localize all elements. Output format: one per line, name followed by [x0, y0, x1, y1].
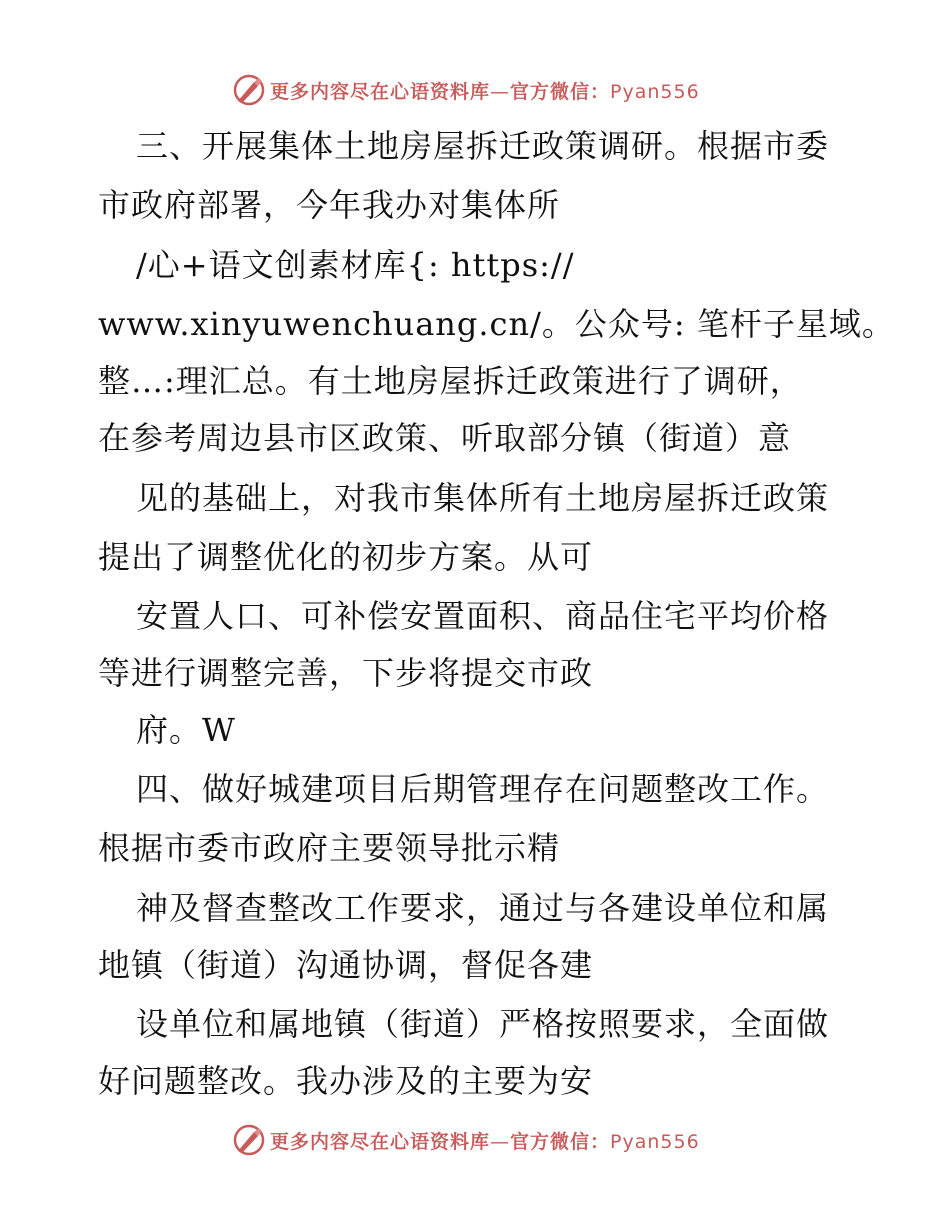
pen-logo-icon [232, 1123, 266, 1157]
text-line: 整…:理汇总。有土地房屋拆迁政策进行了调研， [98, 362, 803, 400]
text-line: 根据市委市政府主要领导批示精 [98, 829, 561, 867]
watermark-text: 更多内容尽在心语资料库—官方微信：Pyan556 [270, 1130, 700, 1153]
text-line: 三、开展集体土地房屋拆迁政策调研。根据市委 [136, 127, 830, 165]
text-line: www.xinyuwenchuang.cn/。公众号: 笔杆子星域。 [98, 305, 895, 343]
text-line: 府。W [136, 711, 236, 749]
text-line: 见的基础上，对我市集体所有土地房屋拆迁政策 [136, 479, 830, 517]
text-line: 安置人口、可补偿安置面积、商品住宅平均价格 [136, 597, 830, 635]
text-line: 地镇（街道）沟通协调，督促各建 [98, 946, 594, 984]
text-line: /心+语文创素材库{: https:// [136, 246, 575, 284]
text-line: 四、做好城建项目后期管理存在问题整改工作。 [136, 770, 830, 808]
text-line: 市政府部署，今年我办对集体所 [98, 186, 561, 224]
watermark-text: 更多内容尽在心语资料库—官方微信：Pyan556 [270, 80, 700, 103]
text-line: 提出了调整优化的初步方案。从可 [98, 538, 594, 576]
text-line: 好问题整改。我办涉及的主要为安 [98, 1062, 594, 1100]
text-line: 等进行调整完善，下步将提交市政 [98, 654, 594, 692]
text-line: 神及督查整改工作要求，通过与各建设单位和属 [136, 889, 830, 927]
footer-watermark [232, 1122, 792, 1158]
text-line: 设单位和属地镇（街道）严格按照要求，全面做 [136, 1005, 830, 1043]
text-line: 在参考周边县市区政策、听取部分镇（街道）意 [98, 419, 792, 457]
